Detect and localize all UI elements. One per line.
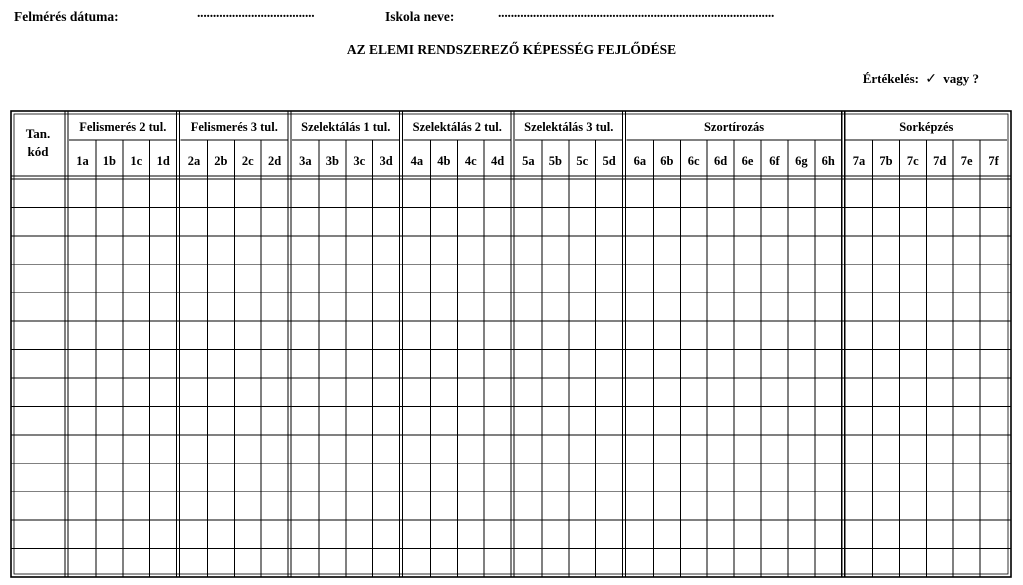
checkmark-icon: ✓ [925, 72, 937, 87]
group-title: Felismerés 2 tul. [79, 120, 167, 134]
sub-column-header: 5d [602, 154, 616, 168]
sub-column-header: 3a [299, 154, 312, 168]
sub-column-header: 7e [960, 154, 973, 168]
sub-column-header: 4a [410, 154, 424, 168]
group-title: Szelektálás 1 tul. [301, 120, 391, 134]
group-title: Szelektálás 2 tul. [412, 120, 502, 134]
evaluation-label: Értékelés: [862, 71, 920, 86]
sub-column-header: 7d [933, 154, 947, 168]
id-header-line1: Tan. [25, 126, 51, 141]
sub-column-header: 2c [241, 154, 254, 168]
sub-column-header: 6h [821, 154, 835, 168]
sub-column-header: 4c [464, 154, 477, 168]
sub-column-header: 6b [660, 154, 674, 168]
sub-column-header: 1b [102, 154, 116, 168]
sub-column-header: 3d [379, 154, 393, 168]
survey-date-field[interactable]: ..................................... [197, 5, 315, 20]
survey-date-label: Felmérés dátuma: [14, 9, 119, 24]
sub-column-header: 6e [741, 154, 754, 168]
sub-column-header: 6d [714, 154, 728, 168]
sub-column-header: 7b [879, 154, 893, 168]
sub-column-header: 1c [130, 154, 143, 168]
sub-column-header: 6g [795, 154, 808, 168]
sub-column-header: 5b [548, 154, 562, 168]
id-header-line2: kód [27, 144, 49, 159]
group-title: Sorképzés [899, 120, 954, 134]
group-title: Felismerés 3 tul. [190, 120, 278, 134]
sub-column-header: 2d [268, 154, 282, 168]
sub-column-header: 1a [76, 154, 89, 168]
sub-column-header: 6c [687, 154, 700, 168]
sub-column-header: 7f [988, 154, 999, 168]
sub-column-header: 1d [156, 154, 170, 168]
sub-column-header: 4d [491, 154, 505, 168]
evaluation-or-question: vagy ? [943, 71, 979, 86]
page-title: AZ ELEMI RENDSZEREZŐ KÉPESSÉG FEJLŐDÉSE [346, 42, 677, 57]
sub-column-header: 3c [353, 154, 366, 168]
sub-column-header: 5a [522, 154, 535, 168]
group-title: Szortírozás [703, 120, 765, 134]
sub-column-header: 2a [187, 154, 201, 168]
sub-column-header: 4b [437, 154, 451, 168]
sub-column-header: 5c [576, 154, 589, 168]
sub-column-header: 2b [214, 154, 228, 168]
sub-column-header: 7c [906, 154, 919, 168]
sub-column-header: 7a [852, 154, 866, 168]
sub-column-header: 6a [633, 154, 647, 168]
sub-column-header: 6f [769, 154, 780, 168]
group-title: Szelektálás 3 tul. [524, 120, 614, 134]
sub-column-header: 3b [325, 154, 339, 168]
school-name-field[interactable]: ....................................................................................... [498, 5, 775, 20]
school-name-label: Iskola neve: [385, 9, 455, 24]
